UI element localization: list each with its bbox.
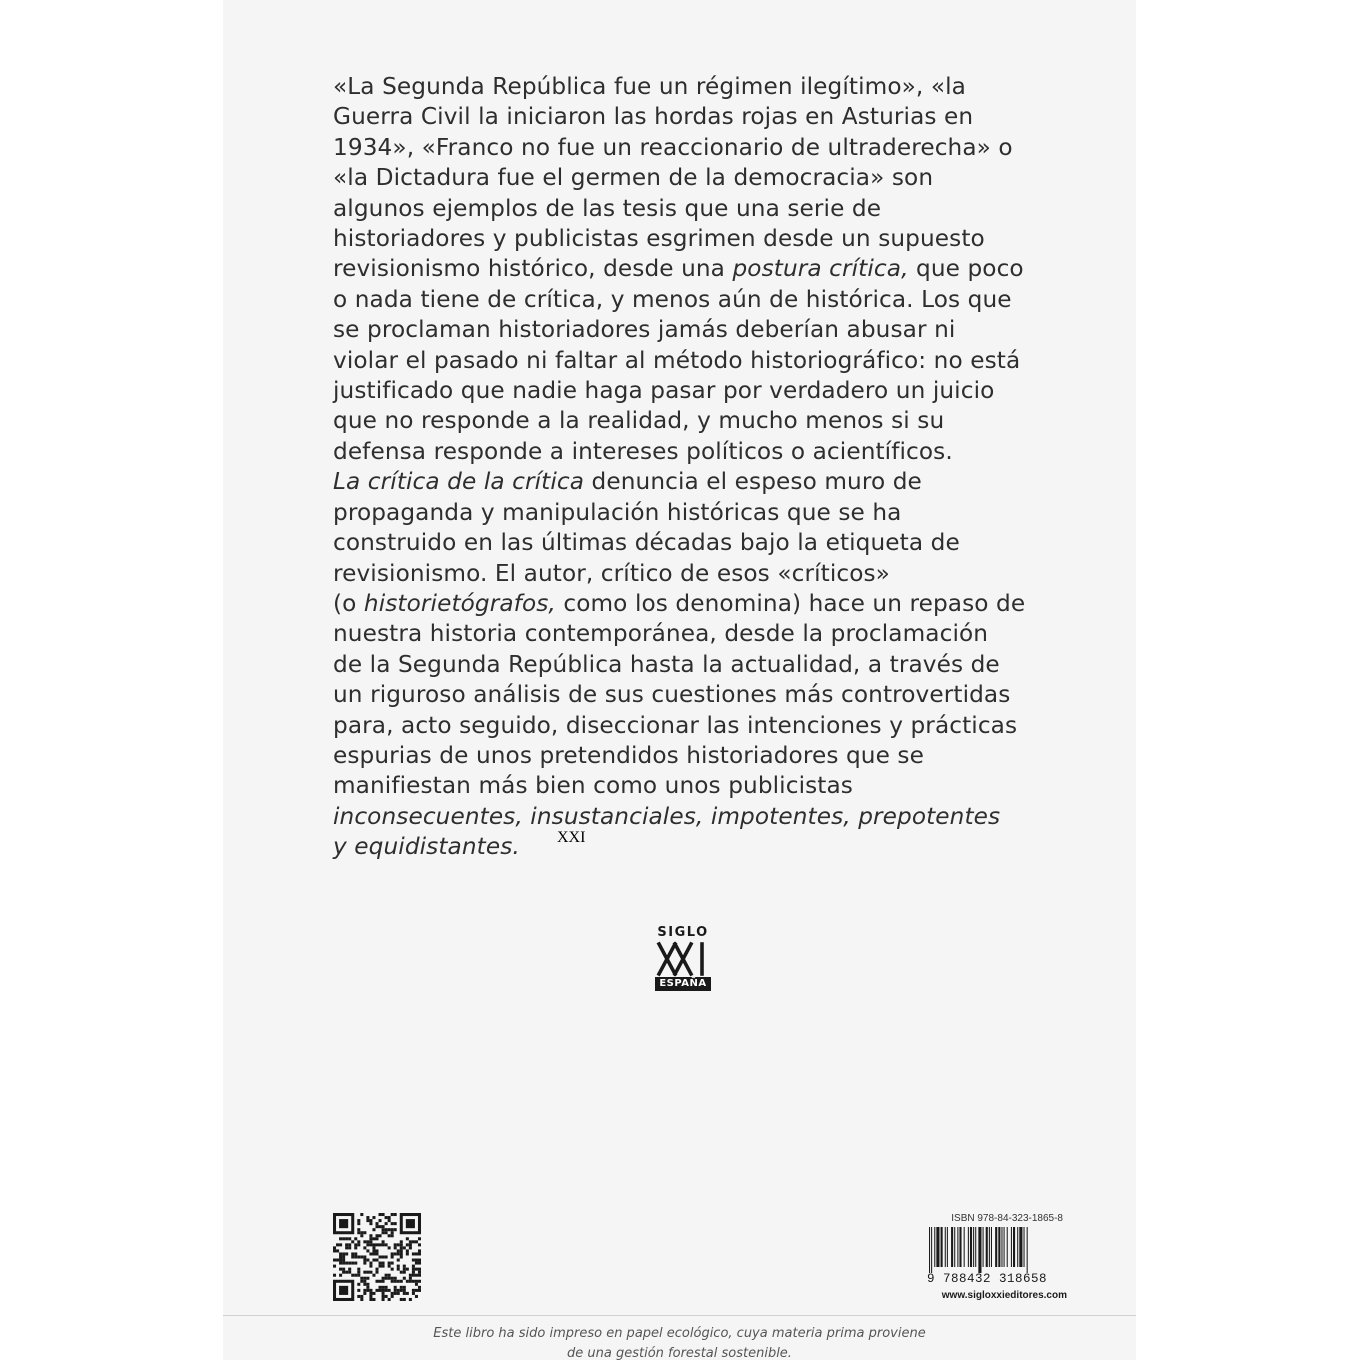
logo-mark-text: XXI — [557, 829, 586, 846]
blurb-line: propaganda y manipulación históricas que se ha — [333, 498, 902, 526]
blurb-italic: La crítica de la crítica — [333, 468, 585, 496]
footer-divider — [223, 1315, 1136, 1316]
blurb-line: un riguroso análisis de sus cuestiones más controvertidas — [333, 681, 1011, 709]
blurb-line: defensa responde a intereses políticos o acientíficos. — [333, 437, 953, 465]
blurb-line: algunos ejemplos de las tesis que una serie de — [333, 194, 882, 222]
publisher-logo — [557, 829, 712, 991]
blurb-line: manifiestan más bien como unos publicistas — [333, 772, 853, 800]
logo-bottom-text: ESPAÑA — [655, 977, 711, 991]
qr-code-icon — [333, 1213, 421, 1301]
blurb-italic: historietógrafos, — [363, 589, 556, 617]
blurb-line: espurias de unos pretendidos historiadores que se — [333, 741, 924, 769]
blurb-line: historiadores y publicistas esgrimen desde un supuesto — [333, 225, 985, 253]
blurb-line: violar el pasado ni faltar al método historiográfico: no está — [333, 346, 1021, 374]
blurb-line: nuestra historia contemporánea, desde la proclamación — [333, 620, 989, 648]
isbn-block — [927, 1213, 1067, 1301]
book-back-cover — [223, 0, 1136, 1360]
footnote — [223, 1324, 1136, 1364]
blurb-line: que no responde a la realidad, y mucho menos si su — [333, 407, 945, 435]
blurb-line: para, acto seguido, diseccionar las intenciones y prácticas — [333, 711, 1018, 739]
blurb-line: justificado que nadie haga pasar por verdadero un juicio — [333, 377, 995, 405]
blurb-text — [333, 72, 1053, 863]
blurb-line: revisionismo histórico, desde una postura crítica, que poco — [333, 255, 1024, 283]
blurb-line: «La Segunda República fue un régimen ilegítimo», «la — [333, 73, 966, 100]
blurb-line: o nada tiene de crítica, y menos aún de histórica. Los que — [333, 285, 1012, 313]
footnote-line: de una gestión forestal sostenible. — [567, 1346, 792, 1361]
blurb-italic: y equidistantes. — [333, 833, 520, 861]
blurb-italic: postura crítica, — [732, 255, 909, 283]
barcode-icon — [927, 1227, 1065, 1273]
blurb-line: se proclaman historiadores jamás deberían abusar ni — [333, 316, 956, 344]
blurb-line: Guerra Civil la iniciaron las hordas rojas en Asturias en — [333, 103, 974, 131]
blurb-italic: inconsecuentes, insustanciales, impotentes, prepotentes — [333, 802, 1001, 830]
footnote-line: Este libro ha sido impreso en papel ecológico, cuya materia prima proviene — [433, 1326, 926, 1341]
blurb-line: 1934», «Franco no fue un reaccionario de ultraderecha» o — [333, 133, 1013, 161]
blurb-line: (o historietógrafos, como los denomina) hace un repaso de — [333, 589, 1026, 617]
blurb-line: revisionismo. El autor, crítico de esos «críticos» — [333, 559, 890, 587]
blurb-line — [333, 802, 1053, 832]
blurb-line: construido en las últimas décadas bajo la etiqueta de — [333, 529, 960, 557]
logo-top-text: SIGLO — [657, 925, 709, 940]
blurb-line: La crítica de la crítica denuncia el espeso muro de — [333, 468, 922, 496]
isbn-label: ISBN 978-84-323-1865-8 — [951, 1213, 1063, 1224]
blurb-line: de la Segunda República hasta la actualidad, a través de — [333, 650, 1000, 678]
blurb-line — [333, 832, 1053, 862]
barcode-digits: 9 788432 318658 — [927, 1272, 1048, 1286]
publisher-url: www.sigloxxieditores.com — [941, 1290, 1067, 1301]
blurb-line: «la Dictadura fue el germen de la democracia» son — [333, 164, 934, 192]
